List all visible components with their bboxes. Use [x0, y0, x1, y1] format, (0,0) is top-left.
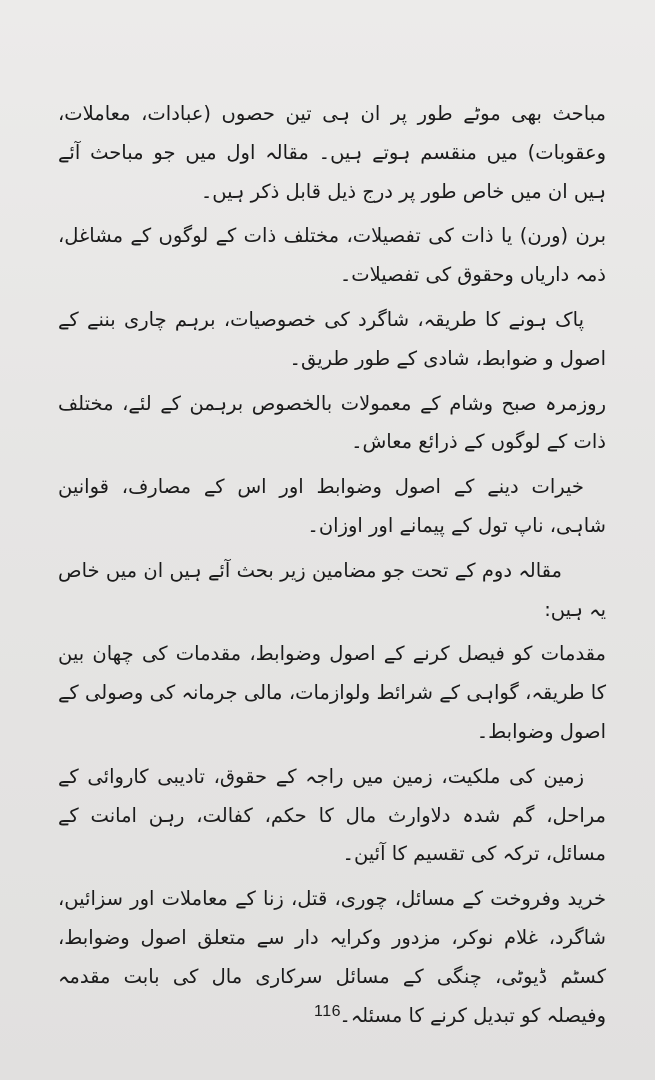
- paragraph-court-cases: مقدمات کو فیصل کرنے کے اصول وضوابط، مقدمات کی چھان بین کا طریقہ، گواہی کے شرائط ولوازمات، مالی جرمانہ کی وصولی کے اصول وضوابط۔: [58, 642, 606, 743]
- page-number: 116: [313, 1003, 341, 1020]
- paragraph-land-ownership: زمین کی ملکیت، زمین میں راجہ کے حقوق، تادیبی کاروائی کے مراحل، گم شدہ دلاوارث مال کا حکم، کفالت، رہن امانت کے مسائل، ترکہ کی تقسیم کا آئین۔: [58, 764, 606, 866]
- paragraph-purification: پاک ہونے کا طریقہ، شاگرد کی خصوصیات، برہم چاری بننے کے اصول و ضوابط، شادی کے طور طریق۔: [58, 307, 606, 370]
- paragraph-charity: خیرات دینے کے اصول وضوابط اور اس کے مصارف، قوانین شاہی، ناپ تول کے پیمانے اور اوزان۔: [58, 475, 606, 537]
- paragraph-varna-details: برن (ورن) یا ذات کی تفصیلات، مختلف ذات کے لوگوں کے مشاغل، ذمہ داریاں وحقوق کی تفصیلات۔: [58, 224, 606, 287]
- paragraph-daily-routines: روزمرہ صبح وشام کے معمولات بالخصوص برہمن کے لئے، مختلف ذات کے لوگوں کے ذرائع معاش۔: [58, 391, 606, 454]
- paragraph-second-treatise: مقالہ دوم کے تحت جو مضامین زیر بحث آئے ہیں ان میں خاص یہ ہیں:: [58, 558, 606, 621]
- paragraph-trade-crime: خرید وفروخت کے مسائل، چوری، قتل، زنا کے معاملات اور سزائیں، شاگرد، غلام نوکر، مزدور وکرایہ دار سے متعلق اصول وضوابط، کسٹم ڈیوٹی، چنگی کے مسائل سرکاری مال کی بابت مقدمہ وفیصلہ کو تبدیل کرنے کا مسئلہ۔: [58, 887, 606, 1027]
- paragraph-intro: مباحث بھی موٹے طور پر ان ہی تین حصوں (عبادات، معاملات، وعقوبات) میں منقسم ہوتے ہیں۔ مقالہ اول میں جو مباحث آئے ہیں ان میں خاص طور پر درج ذیل قابل ذکر ہیں۔: [58, 102, 606, 203]
- page-body-text: [58, 95, 606, 1041]
